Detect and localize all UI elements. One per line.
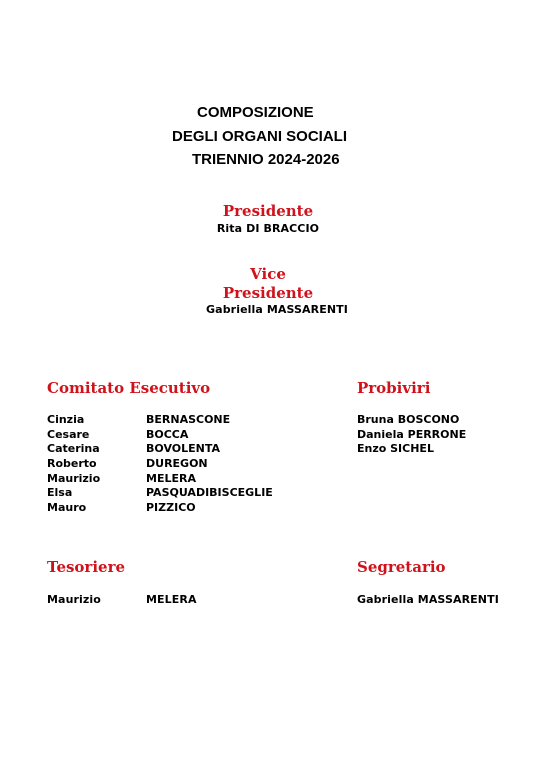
- member-name: Daniela PERRONE: [357, 427, 467, 441]
- member-first-name: Maurizio: [47, 471, 101, 485]
- list-item: [357, 442, 527, 457]
- member-first-name: Elsa: [47, 486, 73, 500]
- member-first-name: Caterina: [47, 442, 100, 456]
- probiviri-list: [357, 413, 527, 457]
- segretario-heading: Segretario: [357, 558, 446, 576]
- vice-presidente-name: Gabriella MASSARENTI: [206, 303, 348, 316]
- list-item: [357, 413, 527, 428]
- member-first-name: Cesare: [47, 427, 90, 441]
- vice-presidente-heading-line-1: Vice: [250, 265, 286, 283]
- vice-presidente-heading-line-2: Presidente: [222, 284, 314, 302]
- list-item: [47, 501, 307, 516]
- title-line-2: DEGLI ORGANI SOCIALI: [172, 128, 348, 145]
- title-line-3: TRIENNIO 2024-2026: [192, 151, 340, 168]
- probiviri-heading: Probiviri: [357, 379, 431, 397]
- tesoriere-heading: Tesoriere: [47, 558, 126, 576]
- member-last-name: DUREGON: [146, 457, 208, 471]
- list-item: [47, 472, 307, 487]
- tesoriere-first-name: Maurizio: [47, 593, 101, 606]
- list-item: [47, 486, 307, 501]
- list-item: [47, 457, 307, 472]
- presidente-name: Rita DI BRACCIO: [216, 222, 320, 235]
- member-first-name: Cinzia: [47, 413, 85, 426]
- member-first-name: Roberto: [47, 457, 97, 471]
- comitato-esecutivo-heading: Comitato Esecutivo: [47, 379, 211, 397]
- member-name: Bruna BOSCONO: [357, 413, 460, 426]
- list-item: [47, 442, 307, 457]
- list-item: [357, 428, 527, 443]
- tesoriere-last-name: MELERA: [146, 593, 197, 606]
- list-item: [47, 428, 307, 443]
- title-line-1: COMPOSIZIONE: [197, 104, 314, 121]
- member-last-name: BERNASCONE: [146, 413, 231, 426]
- member-name: Enzo SICHEL: [357, 442, 434, 456]
- list-item: [47, 413, 307, 428]
- member-first-name: Mauro: [47, 501, 87, 515]
- presidente-heading: Presidente: [222, 202, 314, 220]
- member-last-name: BOCCA: [146, 427, 189, 441]
- comitato-esecutivo-list: [47, 413, 307, 516]
- member-last-name: PASQUADIBISCEGLIE: [146, 486, 273, 500]
- member-last-name: MELERA: [146, 471, 196, 485]
- member-last-name: PIZZICO: [146, 501, 196, 515]
- member-last-name: BOVOLENTA: [146, 442, 221, 456]
- segretario-name: Gabriella MASSARENTI: [357, 593, 499, 606]
